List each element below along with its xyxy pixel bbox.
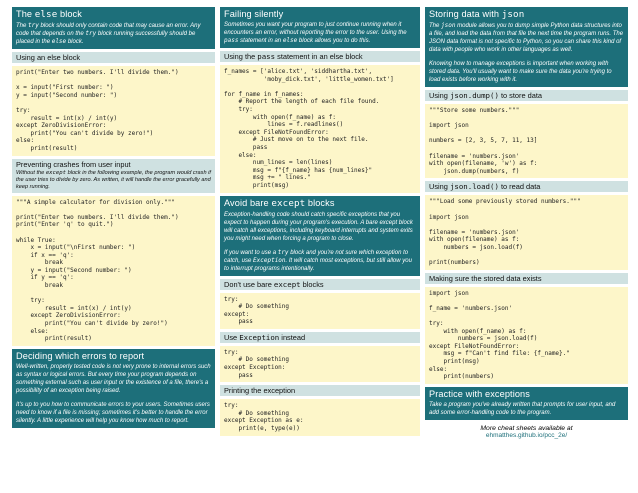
- else-example-heading: Using an else block: [12, 52, 215, 63]
- pass-statement-code: f_names = ['alice.txt', 'siddhartha.txt', 'moby_dick.txt', 'little_women.txt'] for f_name in f_names: # Report the length of each file found. try: with open(f_name) as f: lines = f.readlines() except FileNotFoundError: # Just move on to the next file. pass else: num_lines = len(lines) msg = f"{f_name} has {num_lines}" msg += " lines." print(msg): [220, 65, 420, 193]
- dont-use-bare-except-heading: Don't use bare except blocks: [220, 279, 420, 290]
- footer-link[interactable]: ehmatthes.github.io/pcc_2e/: [485, 431, 568, 439]
- column-3: [425, 7, 628, 439]
- printing-exception-heading: Printing the exception: [220, 385, 420, 396]
- practice-heading: Practice with exceptions: [429, 388, 530, 399]
- failing-silently-section: [220, 7, 420, 48]
- storing-json-section: [425, 7, 628, 87]
- calculator-code: """A simple calculator for division only.""" print("Enter two numbers. I'll divide them.") print("Enter 'q' to quit.") while True: x = input("\nFirst number: ") if x == 'q': break y = input("Second number: ") if y == 'q': break try: result = int(x) / int(y) except ZeroDivisionError: print("You can't divide by zero!") else: print(result): [12, 196, 215, 346]
- errors-to-report-paragraph-1: Well-written, properly tested code is not very prone to internal errors such as syntax or logical errors. But every time your program depends on something external such as user input or the existence of a file, there's a possibility of an exception being raised.: [16, 363, 211, 394]
- data-exists-code: import json f_name = 'numbers.json' try: with open(f_name) as f: numbers = json.load(f) except FileNotFoundError: msg = f"Can't find file: {f_name}." print(msg) else: print(numbers): [425, 287, 628, 384]
- practice-description: Take a program you've already written that prompts for user input, and add some error-handling code to the program.: [429, 401, 616, 416]
- use-exception-heading: Use Exception instead: [220, 332, 420, 343]
- bare-except-heading: Avoid bare except blocks: [224, 197, 335, 209]
- crash-prevention-description: Without the except block in the following example, the program would crash if the user tries to divide by zero. As written, it will handle the error gracefully and keep running.: [16, 169, 211, 190]
- else-block-section: [12, 7, 215, 49]
- bare-except-paragraph-1: Exception-handling code should catch specific exceptions that you expect to happen during your program's execution. A bare except block will catch all exceptions, including keyboard interrupts and system exits you might need when forcing a program to close.: [224, 211, 413, 242]
- else-block-description: The try block should only contain code that may cause an error. Any code that depends on the try block running successfully should be placed in the else block.: [16, 22, 201, 45]
- storing-json-heading: Storing data with json: [429, 9, 525, 20]
- errors-to-report-heading: Deciding which errors to report: [16, 350, 145, 361]
- json-load-heading: Using json.load() to read data: [425, 181, 628, 192]
- pass-statement-heading: Using the pass statement in an else block: [220, 51, 420, 62]
- practice-section: [425, 387, 628, 420]
- bare-except-paragraph-2: If you want to use a try block and you're not sure which exception to catch, use Exception. It will catch most exceptions, but still allow you to interrupt programs intentionally.: [224, 248, 412, 272]
- storing-json-paragraph-2: Knowing how to manage exceptions is important when working with stored data. You'll usually want to make sure the data you're trying to load exists before working with it.: [429, 61, 612, 83]
- use-exception-code: try: # Do something except Exception: pass: [220, 346, 420, 382]
- else-example-code: print("Enter two numbers. I'll divide them.") x = input("First number: ") y = input("Second number: ") try: result = int(x) / int(y) except ZeroDivisionError: print("You can't divide by zero!") else: print(result): [12, 66, 215, 156]
- json-dump-heading: Using json.dump() to store data: [425, 90, 628, 101]
- column-2: [220, 7, 420, 436]
- crash-prevention-heading: Preventing crashes from user input: [16, 159, 131, 169]
- else-block-heading: The else block: [16, 9, 82, 20]
- json-dump-code: """Store some numbers.""" import json numbers = [2, 3, 5, 7, 11, 13] filename = 'numbers.json' with open(filename, 'w') as f: json.dump(numbers, f): [425, 104, 628, 178]
- footer: [425, 425, 628, 439]
- errors-to-report-section: [12, 349, 215, 428]
- errors-to-report-paragraph-2: It's up to you how to communicate errors to your users. Sometimes users need to know if a file is missing; sometimes it's better to handle the error silently. A little experience will help you know how much to report.: [16, 401, 210, 424]
- failing-silently-description: Sometimes you want your program to just continue running when it encounters an error, without reporting the error to the user. Using the pass statement in an else block allows you to do this.: [224, 22, 407, 44]
- crash-prevention-section: [12, 159, 215, 193]
- bare-except-code: try: # Do something except: pass: [220, 293, 420, 329]
- printing-exception-code: try: # Do something except Exception as e: print(e, type(e)): [220, 399, 420, 435]
- storing-json-description: The json module allows you to dump simple Python data structures into a file, and load the data from that file the next time the program runs. The JSON data format is not specific to Python, so you can share this kind of data with people who work in other languages as well.: [429, 22, 624, 53]
- json-load-code: """Load some previously stored numbers.""" import json filename = 'numbers.json' with open(filename) as f: numbers = json.load(f) print(numbers): [425, 195, 628, 269]
- data-exists-heading: Making sure the stored data exists: [425, 273, 628, 284]
- column-1: [12, 7, 215, 428]
- footer-text: More cheat sheets available at: [480, 424, 573, 432]
- bare-except-section: [220, 196, 420, 276]
- failing-silently-heading: Failing silently: [224, 9, 284, 19]
